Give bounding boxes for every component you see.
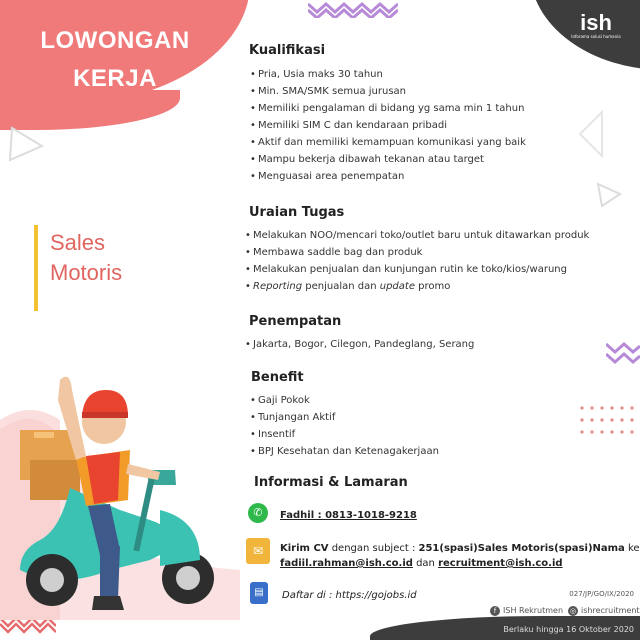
dot-grid xyxy=(578,404,638,438)
facebook-icon: f xyxy=(490,606,500,616)
website-icon: ▤ xyxy=(250,582,268,604)
penempatan-list xyxy=(245,336,474,353)
list-item: • Insentif xyxy=(250,426,439,443)
list-item: • Mampu bekerja dibawah tekanan atau target xyxy=(250,151,526,168)
position-title: Sales Motoris xyxy=(50,230,123,285)
list-item: • Min. SMA/SMK semua jurusan xyxy=(250,83,526,100)
list-item: • Pria, Usia maks 30 tahun xyxy=(250,66,526,83)
phone-contact[interactable]: Fadhil : 0813-1018-9218 xyxy=(280,510,417,521)
zigzag-top xyxy=(308,0,398,18)
reference-number: 027/JP/GO/IX/2020 xyxy=(569,590,634,598)
facebook-handle[interactable]: f ISH Rekrutmen xyxy=(490,606,563,616)
list-item: • Memiliki SIM C dan kendaraan pribadi xyxy=(250,117,526,134)
courier-scooter-illustration xyxy=(0,360,240,620)
list-item: • Jakarta, Bogor, Cilegon, Pandeglang, Serang xyxy=(245,336,474,353)
benefit-heading: Benefit xyxy=(251,370,304,385)
list-item: • Membawa saddle bag dan produk xyxy=(245,244,589,261)
uraian-heading: Uraian Tugas xyxy=(249,205,345,220)
penempatan-heading: Penempatan xyxy=(249,314,342,329)
list-item: • Melakukan NOO/mencari toko/outlet baru untuk ditawarkan produk xyxy=(245,227,589,244)
position-accent-bar xyxy=(34,225,38,311)
list-item: • Melakukan penjualan dan kunjungan rutin ke toko/kios/warung xyxy=(245,261,589,278)
triangle-mid xyxy=(578,108,604,160)
email-link-recruitment[interactable]: recruitment@ish.co.id xyxy=(438,558,563,569)
zigzag-right xyxy=(606,338,640,368)
valid-until: Berlaku hingga 16 Oktober 2020 xyxy=(503,625,634,634)
list-item: • Gaji Pokok xyxy=(250,392,439,409)
cv-instructions: Kirim CV dengan subject : 251(spasi)Sales Motoris(spasi)Nama ke fadiil.rahman@ish.co.id dan recruitment@ish.co.id xyxy=(280,543,640,569)
email-icon: ✉ xyxy=(246,538,270,564)
register-link[interactable]: Daftar di : https://gojobs.id xyxy=(282,590,417,601)
list-item: • Tunjangan Aktif xyxy=(250,409,439,426)
uraian-list xyxy=(245,227,589,295)
list-item: • Aktif dan memiliki kemampuan komunikasi yang baik xyxy=(250,134,526,151)
company-logo: ish Inforama solusi humania xyxy=(571,10,621,39)
triangle-left xyxy=(6,124,46,164)
instagram-icon: ◎ xyxy=(569,607,577,615)
list-item: • Memiliki pengalaman di bidang yg sama min 1 tahun xyxy=(250,100,526,117)
page-title: LOWONGAN KERJA xyxy=(40,27,190,92)
informasi-heading: Informasi & Lamaran xyxy=(254,475,408,490)
triangle-right xyxy=(594,180,624,210)
email-link-fadiil[interactable]: fadiil.rahman@ish.co.id xyxy=(280,558,413,569)
benefit-list xyxy=(250,392,439,460)
instagram-handle[interactable]: ◎ ishrecruitment xyxy=(569,606,640,615)
kualifikasi-heading: Kualifikasi xyxy=(249,43,326,58)
list-item: • Reporting penjualan dan update promo xyxy=(245,278,589,295)
kualifikasi-list xyxy=(250,66,526,185)
list-item: • Menguasai area penempatan xyxy=(250,168,526,185)
whatsapp-icon: ✆ xyxy=(248,503,268,523)
list-item: • BPJ Kesehatan dan Ketenagakerjaan xyxy=(250,443,439,460)
